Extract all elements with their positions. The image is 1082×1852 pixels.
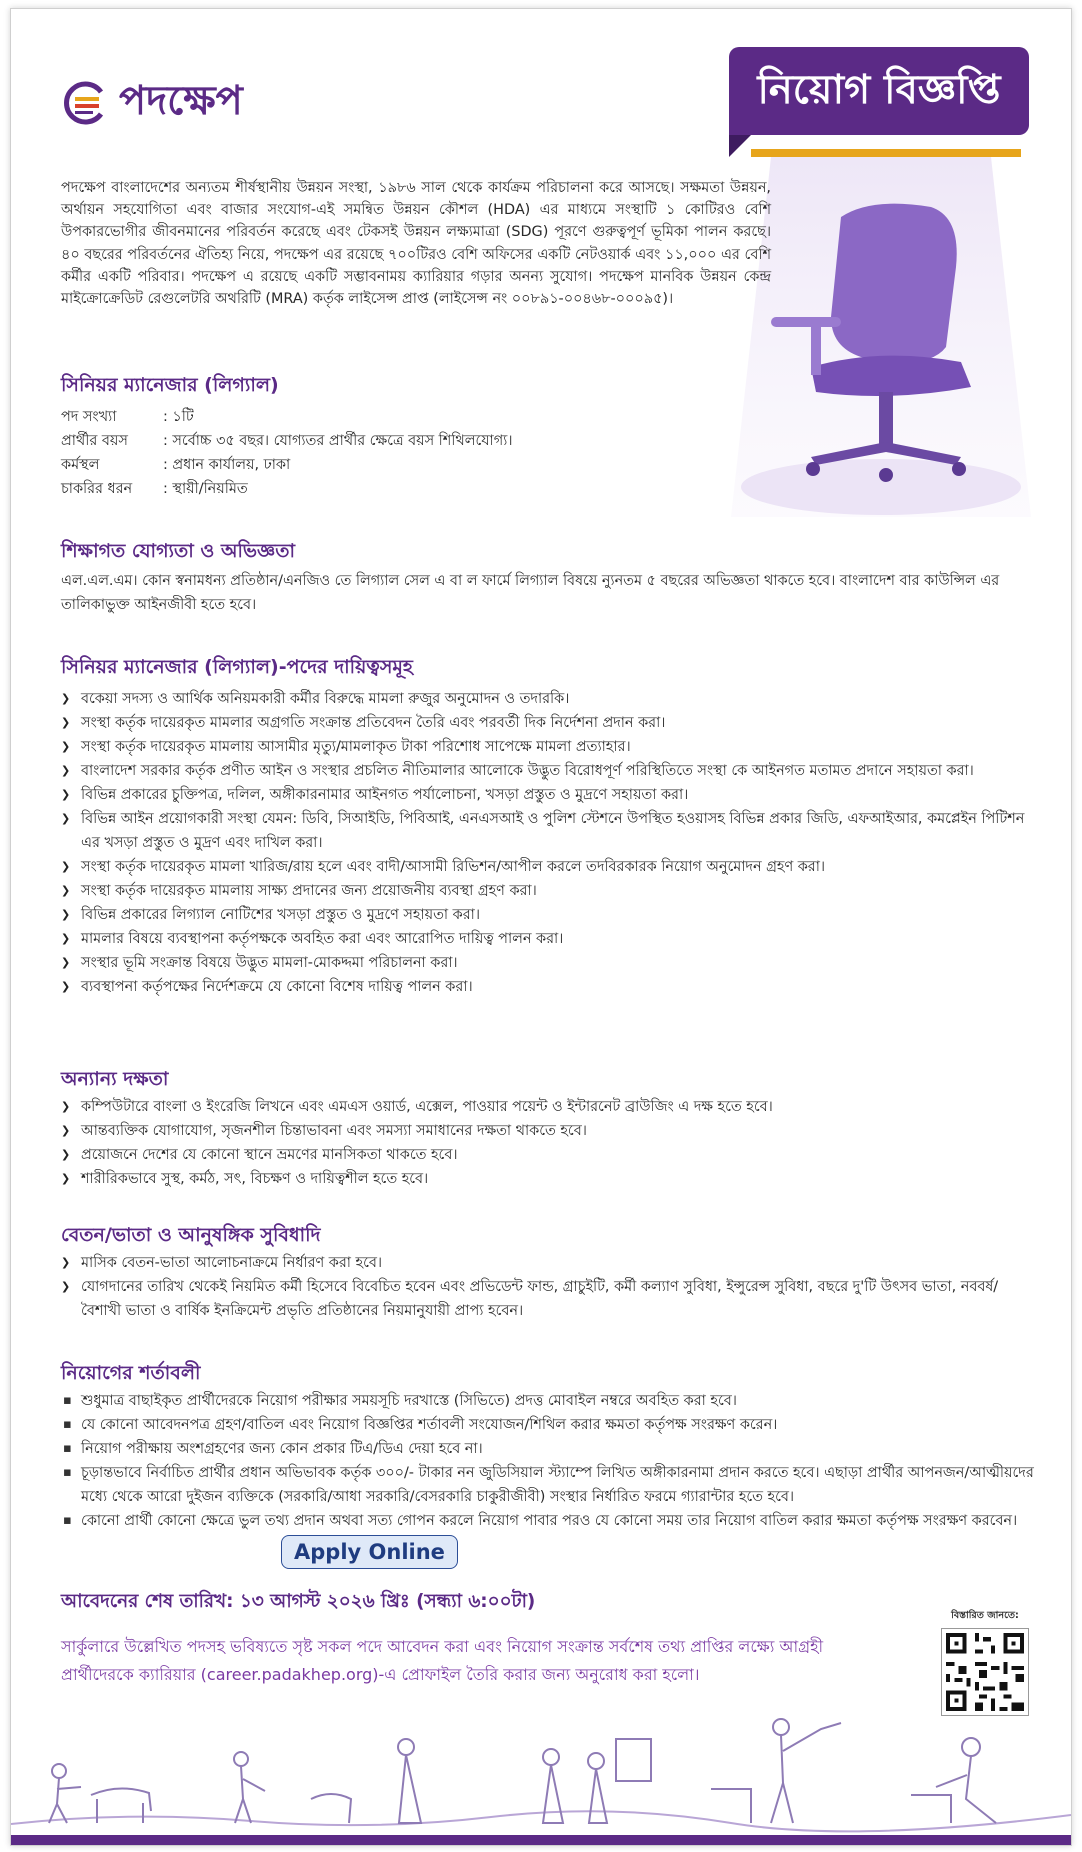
list-item: ❯ বকেয়া সদস্য ও আর্থিক অনিয়মকারী কর্মীর বিরুদ্ধে মামলা রুজুর অনুমোদন ও তদারকি।	[61, 687, 1036, 711]
position-title: সিনিয়র ম্যানেজার (লিগ্যাল)	[61, 374, 279, 396]
banner-tail	[729, 135, 751, 157]
list-item: ❯ সংস্থা কর্তৃক দায়েরকৃত মামলায় সাক্ষ্য প্রদানের জন্য প্রয়োজনীয় ব্যবস্থা গ্রহণ করা।	[61, 879, 1036, 903]
padakhep-logo-icon	[61, 80, 107, 126]
detail-value: : ১টি	[163, 409, 194, 425]
banner-title: নিয়োগ বিজ্ঞপ্তি	[757, 66, 1001, 113]
responsibilities-list	[61, 687, 1036, 999]
chair-wheel	[952, 462, 966, 476]
chair-wheel	[806, 462, 820, 476]
logo	[61, 69, 243, 136]
career-profile-note: সার্কুলারে উল্লেখিত পদসহ ভবিষ্যতে সৃষ্ট সকল পদে আবেদন করা এবং নিয়োগ সংক্রান্ত সর্বশেষ তথ্য প্রাপ্তির লক্ষ্যে আগ্রহী প্রার্থীদেরকে ক্যারিয়ার (career.padakhep.org)-এ প্রোফাইল তৈরি করার জন্য অনুরোধ করা হলো।	[61, 1637, 824, 1684]
skills-list	[61, 1095, 1036, 1191]
detail-label: পদ সংখ্যা	[61, 409, 117, 425]
detail-value: : সর্বোচ্চ ৩৫ বছর। যোগ্যতর প্রার্থীর ক্ষেত্রে বয়স শিথিলযোগ্য।	[163, 433, 513, 449]
salary-title: বেতন/ভাতা ও আনুষঙ্গিক সুবিধাদি	[61, 1224, 321, 1246]
detail-row	[61, 477, 512, 501]
chair-stem	[879, 392, 893, 447]
circular-banner	[729, 47, 1029, 135]
list-item: ❯ সংস্থার ভূমি সংক্রান্ত বিষয়ে উদ্ভুত মামলা-মোকদ্দমা পরিচালনা করা।	[61, 951, 1036, 975]
list-item: ❯ আন্তব্যক্তিক যোগাযোগ, সৃজনশীল চিন্তাভাবনা এবং সমস্যা সমাধানের দক্ষতা থাকতে হবে।	[61, 1119, 1036, 1143]
detail-row	[61, 453, 512, 477]
detail-row	[61, 429, 512, 453]
list-item: ▪ নিয়োগ পরীক্ষায় অংশগ্রহণের জন্য কোন প্রকার টিএ/ডিএ দেয়া হবে না।	[61, 1437, 1036, 1461]
qr-caption: বিস্তারিত জানতে:	[951, 1610, 1019, 1621]
list-item: ❯ বিভিন্ন আইন প্রয়োগকারী সংস্থা যেমন: ডিবি, সিআইডি, পিবিআই, এনএসআই ও পুলিশ স্টেশনে উপস্থিত হওয়াসহ বিভিন্ন প্রকার জিডি, এফআইআর, কমপ্লেইন পিটিশন এর খসড়া প্রস্তুত ও মুদ্রণ এবং দাখিল করা।	[61, 807, 1036, 855]
list-item: ▪ শুধুমাত্র বাছাইকৃত প্রার্থীদেরকে নিয়োগ পরীক্ষার সময়সূচি দরখাস্তে (সিভিতে) প্রদত্ত মোবাইল নম্বরে অবহিত করা হবে।	[61, 1389, 1036, 1413]
tailor-figure	[911, 1738, 996, 1823]
women-figures	[398, 1739, 651, 1823]
list-item: ❯ সংস্থা কর্তৃক দায়েরকৃত মামলা খারিজ/রায় হলে এবং বাদী/আসামী রিভিশন/আপীল করলে তদবিরকারক নিয়োগ অনুমোদন গ্রহণ করা।	[61, 855, 1036, 879]
detail-row	[61, 405, 512, 429]
chair-armrest-post	[811, 325, 821, 375]
chair-illustration	[731, 157, 1031, 537]
list-item: ❯ বিভিন্ন প্রকারের লিগ্যাল নোটিশের খসড়া প্রস্তুত ও মুদ্রণে সহায়তা করা।	[61, 903, 1036, 927]
list-item: ❯ সংস্থা কর্তৃক দায়েরকৃত মামলায় আসামীর মৃত্যু/মামলাকৃত টাকা পরিশোধ সাপেক্ষে মামলা প্রত্যাহার।	[61, 735, 1036, 759]
detail-label: প্রার্থীর বয়স	[61, 433, 128, 449]
list-item: ▪ চূড়ান্তভাবে নির্বাচিত প্রার্থীর প্রধান অভিভাবক কর্তৃক ৩০০/- টাকার নন জুডিসিয়াল স্ট্যাম্পে লিখিত অঙ্গীকারনামা প্রদান করতে হবে। এছাড়া প্রার্থীর আপনজন/আত্মীয়দের মধ্যে থেকে আরো দুইজন ব্যক্তিকে (সরকারি/আধা সরকারি/বেসরকারি চাকুরীজীবী) সংস্থার নির্ধারিত ফরমে গ্যারান্টার হতে হবে।	[61, 1461, 1036, 1509]
detail-label: কর্মস্থল	[61, 457, 100, 473]
list-item: ❯ প্রয়োজনে দেশের যে কোনো স্থানে ভ্রমণের মানসিকতা থাকতে হবে।	[61, 1143, 1036, 1167]
scene-ground-line	[11, 1811, 1071, 1831]
list-item: ▪ যে কোনো আবেদনপত্র গ্রহণ/বাতিল এবং নিয়োগ বিজ্ঞপ্তির শর্তাবলী সংযোজন/শিথিল করার ক্ষমতা কর্তৃপক্ষ সংরক্ষণ করেন।	[61, 1413, 1036, 1437]
chair-wheel	[879, 468, 893, 482]
chair-seat	[811, 356, 971, 396]
spotlight-floor	[741, 459, 1021, 515]
list-item: ❯ বাংলাদেশ সরকার কর্তৃক প্রণীত আইন ও সংস্থার প্রচলিত নীতিমালার আলোকে উদ্ভুত বিরোধপূর্ণ পরিস্থিতিতে সংস্থা কে আইনগত মতামত প্রদানে সহায়তা করা।	[61, 759, 1036, 783]
detail-label: চাকরির ধরন	[61, 481, 133, 497]
list-item: ▪ কোনো প্রার্থী কোনো ক্ষেত্রে ভুল তথ্য প্রদান অথবা সত্য গোপন করলে নিয়োগ পাবার পরও যে কোনো সময় তার নিয়োগ বাতিল করার ক্ষমতা কর্তৃপক্ষ সংরক্ষণ করবেন।	[61, 1509, 1036, 1533]
list-item: ❯ মামলার বিষয়ে ব্যবস্থাপনা কর্তৃপক্ষকে অবহিত করা এবং আরোপিত দায়িত্ব পালন করা।	[61, 927, 1036, 951]
list-item: ❯ কম্পিউটারে বাংলা ও ইংরেজি লিখনে এবং এমএস ওয়ার্ড, এক্সেল, পাওয়ার পয়েন্ট ও ইন্টারনেট ব্রাউজিং এ দক্ষ হতে হবে।	[61, 1095, 1036, 1119]
chair-armrest	[771, 317, 841, 327]
salary-list	[61, 1251, 1036, 1323]
list-item: ❯ বিভিন্ন প্রকারের চুক্তিপত্র, দলিল, অঙ্গীকারনামার আইনগত পর্যালোচনা, খসড়া প্রস্তুত ও মুদ্রণে সহায়তা করা।	[61, 783, 1036, 807]
logo-text: পদক্ষেপ	[119, 78, 243, 124]
application-deadline: আবেদনের শেষ তারিখ: ১৩ আগস্ট ২০২৬ খ্রিঃ (সন্ধ্যা ৬:০০টা)	[61, 1591, 536, 1612]
apply-online-button[interactable]: Apply Online	[281, 1535, 458, 1569]
detail-value: : প্রধান কার্যালয়, ঢাকা	[163, 457, 291, 473]
farmer-figure	[49, 1764, 151, 1823]
list-item: ❯ ব্যবস্থাপনা কর্তৃপক্ষের নির্দেশক্রমে যে কোনো বিশেষ দায়িত্ব পালন করা।	[61, 975, 1036, 999]
banner-underline	[751, 149, 1021, 157]
list-item: ❯ সংস্থা কর্তৃক দায়েরকৃত মামলার অগ্রগতি সংক্রান্ত প্রতিবেদন তৈরি এবং পরবর্তী দিক নির্দেশনা প্রদান করা।	[61, 711, 1036, 735]
skills-title: অন্যান্য দক্ষতা	[61, 1068, 169, 1090]
conditions-list	[61, 1389, 1036, 1533]
job-circular	[10, 8, 1072, 1846]
chair-back	[831, 204, 957, 363]
education-text: এল.এল.এম। কোন স্বনামধন্য প্রতিষ্ঠান/এনজিও তে লিগ্যাল সেল এ বা ল ফার্মে লিগ্যাল বিষয়ে ন্যুনতম ৫ বছরের অভিজ্ঞতা থাকতে হবে। বাংলাদেশ বার কাউন্সিল এর তালিকাভুক্ত আইনজীবী হতে হবে।	[61, 573, 1000, 613]
detail-value: : স্থায়ী/নিয়মিত	[163, 481, 248, 497]
mason-figure	[711, 1719, 841, 1823]
position-details	[61, 405, 512, 501]
education-title: শিক্ষাগত যোগ্যতা ও অভিজ্ঞতা	[61, 540, 296, 562]
responsibilities-title: সিনিয়র ম্যানেজার (লিগ্যাল)-পদের দায়িত্বসমূহ	[61, 656, 413, 678]
conditions-title: নিয়োগের শর্তাবলী	[61, 1362, 201, 1384]
list-item: ❯ মাসিক বেতন-ভাতা আলোচনাক্রমে নির্ধারণ করা হবে।	[61, 1251, 1036, 1275]
worker-figure	[234, 1752, 351, 1823]
list-item: ❯ যোগদানের তারিখ থেকেই নিয়মিত কর্মী হিসেবে বিবেচিত হবেন এবং প্রভিডেন্ট ফান্ড, গ্রাচুইটি, কর্মী কল্যাণ সুবিধা, ইন্সুরেন্স সুবিধা, বছরে দু'টি উৎসব ভাতা, নববর্ষ/বৈশাখী ভাতা ও বার্ষিক ইনক্রিমেন্ট প্রভৃতি প্রতিষ্ঠানের নিয়মানুযায়ী প্রাপ্য হবেন।	[61, 1275, 1036, 1323]
list-item: ❯ শারীরিকভাবে সুস্থ, কর্মঠ, সৎ, বিচক্ষণ ও দায়িত্বশীল হতে হবে।	[61, 1167, 1036, 1191]
intro-paragraph: পদক্ষেপ বাংলাদেশের অন্যতম শীর্ষস্থানীয় উন্নয়ন সংস্থা, ১৯৮৬ সাল থেকে কার্যক্রম পরিচালনা করে আসছে। সক্ষমতা উন্নয়ন, অর্থায়ন সহযোগিতা এবং বাজার সংযোগ-এই সমন্বিত উন্নয়ন কৌশল (HDA) এর মাধ্যমে সংস্থাটি ১ কোটিরও বেশি উপকারভোগীর জীবনমানের পরিবর্তন করেছে এবং টেকসই উন্নয়ন লক্ষ্যমাত্রা (SDG) পূরণে গুরুত্বপূর্ণ ভূমিকা পালন করছে। ৪০ বছরের পরিবর্তনের ঐতিহ্য নিয়ে, পদক্ষেপ এর রয়েছে ৭০০টিরও বেশি অফিসের একটি নেটওয়ার্ক এবং ১১,০০০ এর বেশি কর্মীর একটি পরিবার। পদক্ষেপ এ রয়েছে একটি সম্ভাবনাময় ক্যারিয়ার গড়ার অনন্য সুযোগ। পদক্ষেপ মানবিক উন্নয়ন কেন্দ্র মাইক্রোক্রেডিট রেগুলেটরি অথরিটি (MRA) কর্তৃক লাইসেন্স প্রাপ্ত (লাইসেন্স নং ০০৮৯১-০০৪৬৮-০০০৯৫)।	[61, 180, 771, 308]
community-illustration	[11, 1699, 1071, 1845]
bottom-bar	[11, 1835, 1071, 1845]
